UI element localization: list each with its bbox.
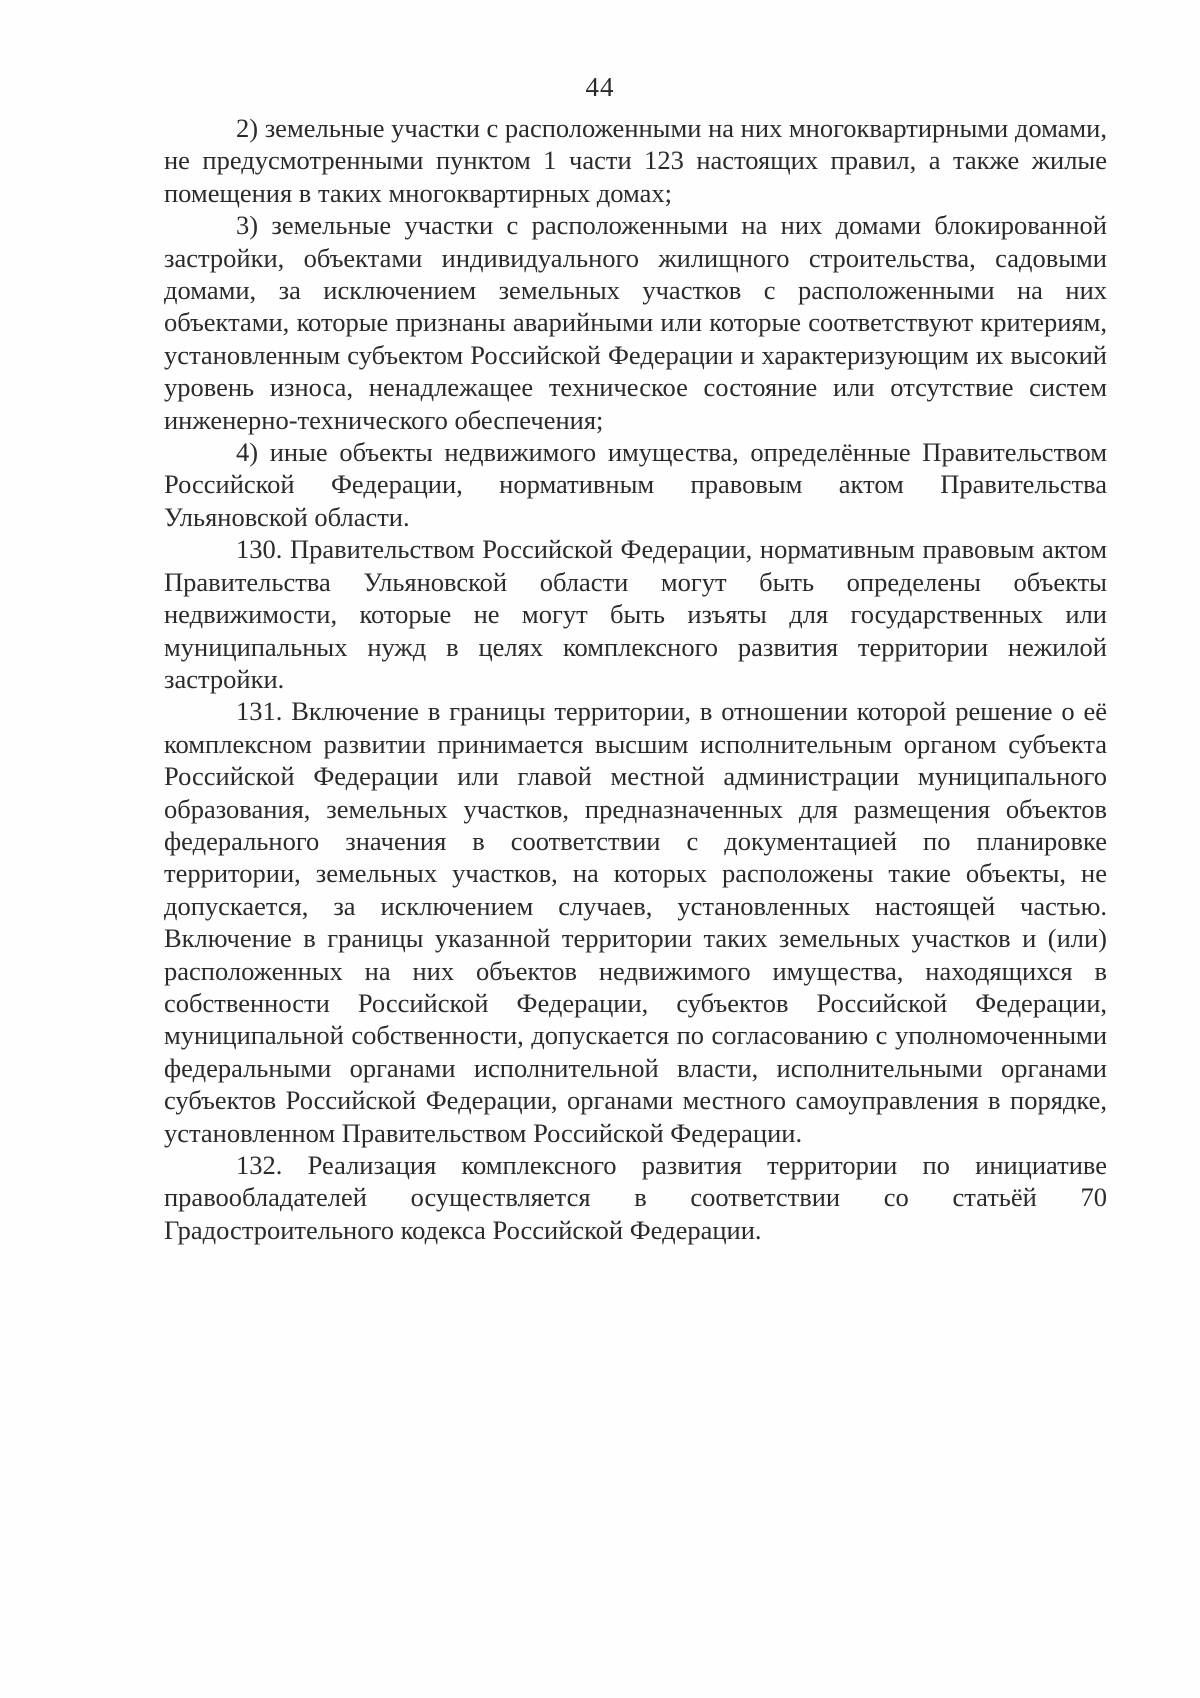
paragraph-130: 130. Правительством Российской Федерации, нормативным правовым актом Правительства Ульяновской области могут быть определены объекты недвижимости, которые не могут быть изъяты для государственных или муниципальных нужд в целях комплексного развития территории нежилой застройки. [164,534,1107,694]
paragraph-item-2: 2) земельные участки с расположенными на них многоквартирными домами, не предусмотренными пунктом 1 части 123 настоящих правил, а также жилые помещения в таких многоквартирных домах; [164,113,1107,208]
paragraph-132: 132. Реализация комплексного развития территории по инициативе правообладателей осуществляется в соответствии со статьёй 70 Градостроительного кодекса Российской Федерации. [164,1150,1107,1245]
page-number: 44 [585,72,615,102]
paragraph-131: 131. Включение в границы территории, в отношении которой решение о её комплексном развитии принимается высшим исполнительным органом субъекта Российской Федерации или главой местной администрации муниципального образования, земельных участков, предназначенных для размещения объектов федерального значения в соответствии с документацией по планировке территории, земельных участков, на которых расположены такие объекты, не допускается, за исключением случаев, установленных настоящей частью. Включение в границы указанной территории таких земельных участков и (или) расположенных на них объектов недвижимого имущества, находящихся в собственности Российской Федерации, субъектов Российской Федерации, муниципальной собственности, допускается по согласованию с уполномоченными федеральными органами исполнительной власти, исполнительными органами субъектов Российской Федерации, органами местного самоуправления в порядке, установленном Правительством Российской Федерации. [164,696,1107,1148]
document-body [164,112,1107,1246]
paragraph-item-4: 4) иные объекты недвижимого имущества, определённые Правительством Российской Федерации, нормативным правовым актом Правительства Ульяновской области. [164,437,1107,532]
paragraph-item-3: 3) земельные участки с расположенными на них домами блокированной застройки, объектами индивидуального жилищного строительства, садовыми домами, за исключением земельных участков с расположенными на них объектами, которые признаны аварийными или которые соответствуют критериям, установленным субъектом Российской Федерации и характеризующим их высокий уровень износа, ненадлежащее техническое состояние или отсутствие систем инженерно-технического обеспечения; [164,210,1107,435]
